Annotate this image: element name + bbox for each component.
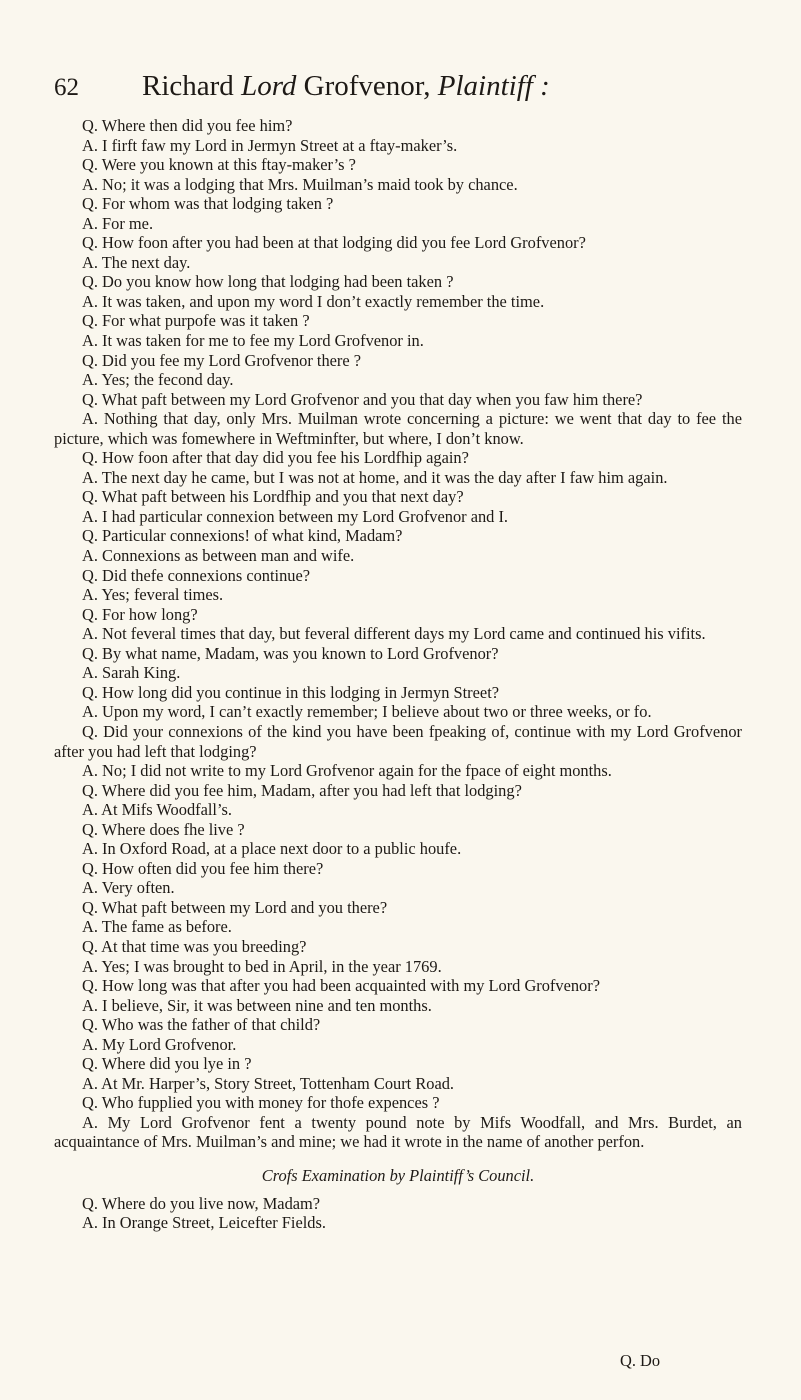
line-text: What paft between his Lordfhip and you that next day?: [101, 487, 464, 507]
question-line: [54, 116, 742, 136]
answer-line: [54, 1213, 742, 1233]
question-line: [54, 272, 742, 292]
line-text: At Mr. Harper’s, Story Street, Tottenham Court Road.: [101, 1073, 455, 1093]
line-text: Where does fhe live ?: [101, 819, 245, 839]
line-text: Did your connexions of the kind you have been fpeaking of, continue with my Lord Grofvenor after you had left that lodging?: [54, 721, 742, 761]
speaker-mark: A.: [82, 761, 98, 781]
line-text: My Lord Grofvenor.: [102, 1034, 237, 1054]
title-part: Grofvenor,: [296, 70, 438, 102]
line-text: By what name, Madam, was you known to Lord Grofvenor?: [102, 643, 499, 663]
question-line: [54, 644, 742, 664]
testimony-lines: [54, 116, 742, 1152]
answer-line: [54, 292, 742, 312]
line-text: At Mifs Woodfall’s.: [101, 800, 233, 820]
line-text: How foon after that day did you fee his Lordfhip again?: [102, 448, 469, 468]
speaker-mark: Q.: [82, 1015, 98, 1035]
speaker-mark: A.: [82, 878, 98, 898]
line-text: For me.: [102, 213, 154, 233]
cross-examination-lines: [54, 1194, 742, 1233]
line-text: For what purpofe was it taken ?: [102, 311, 310, 331]
question-line: [54, 487, 742, 507]
line-text: At that time was you breeding?: [101, 936, 307, 956]
speaker-mark: A.: [82, 1034, 98, 1054]
speaker-mark: Q.: [82, 311, 98, 331]
answer-line: [54, 1035, 742, 1055]
speaker-mark: Q.: [82, 350, 98, 370]
line-text: No; I did not write to my Lord Grofvenor again for the fpace of eight months.: [102, 761, 612, 781]
line-text: Where do you live now, Madam?: [101, 1193, 321, 1213]
speaker-mark: A.: [82, 291, 98, 311]
speaker-mark: A.: [82, 1112, 98, 1132]
line-text: No; it was a lodging that Mrs. Muilman’s maid took by chance.: [102, 174, 518, 194]
line-text: What paft between my Lord Grofvenor and you that day when you faw him there?: [101, 389, 643, 409]
question-line: [54, 898, 742, 918]
line-text: Where did you lye in ?: [101, 1054, 252, 1074]
line-text: What paft between my Lord and you there?: [101, 897, 388, 917]
speaker-mark: Q.: [82, 272, 98, 292]
line-text: For how long?: [102, 604, 198, 624]
answer-line: [54, 1074, 742, 1094]
speaker-mark: A.: [82, 546, 98, 566]
catchword: Q. Do: [620, 1351, 661, 1370]
line-text: Where did you fee him, Madam, after you had left that lodging?: [101, 780, 522, 800]
speaker-mark: A.: [82, 252, 98, 272]
answer-line: [54, 409, 742, 448]
answer-line: [54, 370, 742, 390]
speaker-mark: A.: [82, 467, 98, 487]
line-text: The next day.: [101, 252, 191, 272]
answer-line: [54, 136, 742, 156]
line-text: It was taken, and upon my word I don’t exactly remember the time.: [102, 291, 545, 311]
answer-line: [54, 175, 742, 195]
speaker-mark: Q.: [82, 780, 98, 800]
question-line: [54, 722, 742, 761]
question-line: [54, 820, 742, 840]
speaker-mark: Q.: [82, 155, 98, 175]
answer-line: [54, 1113, 742, 1152]
page-header: [54, 70, 754, 110]
line-text: Who was the father of that child?: [101, 1015, 321, 1035]
answer-line: [54, 800, 742, 820]
line-text: Yes; feveral times.: [101, 585, 224, 605]
title-italic-lord: Lord: [241, 70, 297, 102]
line-text: Do you know how long that lodging had been taken ?: [102, 272, 454, 292]
line-text: In Oxford Road, at a place next door to a public houfe.: [102, 839, 462, 859]
question-line: [54, 390, 742, 410]
line-text: I believe, Sir, it was between nine and ten months.: [102, 995, 432, 1015]
speaker-mark: A.: [82, 1073, 98, 1093]
speaker-mark: A.: [82, 956, 98, 976]
question-line: [54, 448, 742, 468]
line-text: Where then did you fee him?: [101, 116, 293, 135]
answer-line: [54, 957, 742, 977]
line-text: Very often.: [101, 878, 175, 898]
speaker-mark: Q.: [82, 116, 98, 135]
speaker-mark: Q.: [82, 682, 98, 702]
question-line: [54, 1015, 742, 1035]
answer-line: [54, 839, 742, 859]
speaker-mark: A.: [82, 370, 98, 390]
speaker-mark: Q.: [82, 565, 98, 585]
line-text: Upon my word, I can’t exactly remember; I believe about two or three weeks, or fo.: [102, 702, 652, 722]
speaker-mark: A.: [82, 663, 98, 683]
question-line: [54, 155, 742, 175]
line-text: My Lord Grofvenor fent a twenty pound note by Mifs Woodfall, and Mrs. Burdet, an acquaintance of Mrs. Muilman’s and mine; we had it wrote in the name of another perfon.: [54, 1112, 742, 1152]
speaker-mark: A.: [82, 839, 98, 859]
line-text: I had particular connexion between my Lord Grofvenor and I.: [102, 506, 509, 526]
section-heading: Crofs Examination by Plaintiff’s Council.: [261, 1165, 535, 1185]
speaker-mark: A.: [82, 331, 98, 351]
line-text: Sarah King.: [102, 663, 181, 683]
answer-line: [54, 507, 742, 527]
answer-line: [54, 996, 742, 1016]
speaker-mark: Q.: [82, 604, 98, 624]
line-text: How often did you fee him there?: [102, 858, 324, 878]
speaker-mark: Q.: [82, 819, 98, 839]
line-text: Connexions as between man and wife.: [102, 546, 355, 566]
speaker-mark: Q.: [82, 976, 98, 996]
speaker-mark: A.: [82, 800, 98, 820]
speaker-mark: Q.: [82, 487, 98, 507]
testimony-body: [54, 116, 742, 1233]
speaker-mark: Q.: [82, 936, 98, 956]
running-title: [142, 70, 550, 103]
speaker-mark: Q.: [82, 448, 98, 468]
question-line: [54, 233, 742, 253]
line-text: For whom was that lodging taken ?: [102, 194, 334, 214]
answer-line: [54, 253, 742, 273]
speaker-mark: A.: [82, 174, 98, 194]
speaker-mark: A.: [82, 1213, 98, 1233]
speaker-mark: Q.: [82, 389, 98, 409]
speaker-mark: A.: [82, 135, 98, 155]
line-text: The next day he came, but I was not at home, and it was the day after I faw him again.: [101, 467, 668, 487]
question-line: [54, 194, 742, 214]
speaker-mark: Q.: [82, 526, 98, 546]
answer-line: [54, 546, 742, 566]
page-number: 62: [54, 74, 79, 101]
answer-line: [54, 624, 742, 644]
answer-line: [54, 331, 742, 351]
line-text: Not feveral times that day, but feveral different days my Lord came and continued his vifits.: [102, 624, 706, 644]
speaker-mark: A.: [82, 917, 98, 937]
speaker-mark: A.: [82, 585, 98, 605]
answer-line: [54, 663, 742, 683]
question-line: [54, 526, 742, 546]
speaker-mark: Q.: [82, 858, 98, 878]
speaker-mark: A.: [82, 409, 98, 429]
answer-line: [54, 917, 742, 937]
question-line: [54, 351, 742, 371]
speaker-mark: Q.: [82, 233, 98, 253]
question-line: [54, 1194, 742, 1214]
title-italic-plaintiff: Plaintiff :: [437, 70, 550, 102]
line-text: It was taken for me to fee my Lord Grofvenor in.: [102, 331, 424, 351]
question-line: [54, 1054, 742, 1074]
title-part: Richard: [142, 70, 242, 102]
line-text: Did you fee my Lord Grofvenor there ?: [102, 350, 362, 370]
question-line: [54, 781, 742, 801]
speaker-mark: Q.: [82, 1193, 98, 1213]
question-line: [54, 859, 742, 879]
answer-line: [54, 878, 742, 898]
question-line: [54, 976, 742, 996]
line-text: Yes; I was brought to bed in April, in the year 1769.: [101, 956, 442, 976]
line-text: Did thefe connexions continue?: [102, 565, 311, 585]
line-text: I firft faw my Lord in Jermyn Street at a ftay-maker’s.: [102, 135, 458, 155]
line-text: In Orange Street, Leicefter Fields.: [102, 1213, 326, 1233]
speaker-mark: A.: [82, 506, 98, 526]
line-text: Were you known at this ftay-maker’s ?: [101, 155, 356, 175]
speaker-mark: A.: [82, 995, 98, 1015]
speaker-mark: A.: [82, 213, 98, 233]
line-text: Particular connexions! of what kind, Madam?: [102, 526, 403, 546]
question-line: [54, 1093, 742, 1113]
line-text: Nothing that day, only Mrs. Muilman wrote concerning a picture: we went that day to fee the picture, which was fomewhere in Weftminfter, but where, I don’t know.: [54, 409, 742, 448]
answer-line: [54, 468, 742, 488]
question-line: [54, 937, 742, 957]
line-text: How long was that after you had been acquainted with my Lord Grofvenor?: [102, 976, 600, 996]
line-text: Yes; the fecond day.: [101, 370, 234, 390]
answer-line: [54, 761, 742, 781]
speaker-mark: Q.: [82, 721, 98, 741]
line-text: How long did you continue in this lodging in Jermyn Street?: [102, 682, 500, 702]
speaker-mark: A.: [82, 624, 98, 644]
line-text: Who fupplied you with money for thofe expences ?: [101, 1093, 440, 1113]
speaker-mark: Q.: [82, 643, 98, 663]
line-text: The fame as before.: [101, 917, 232, 937]
question-line: [54, 311, 742, 331]
answer-line: [54, 702, 742, 722]
speaker-mark: Q.: [82, 1054, 98, 1074]
speaker-mark: Q.: [82, 194, 98, 214]
answer-line: [54, 585, 742, 605]
answer-line: [54, 214, 742, 234]
speaker-mark: Q.: [82, 897, 98, 917]
question-line: [54, 605, 742, 625]
speaker-mark: Q.: [82, 1093, 98, 1113]
speaker-mark: A.: [82, 702, 98, 722]
question-line: [54, 683, 742, 703]
question-line: [54, 566, 742, 586]
line-text: How foon after you had been at that lodging did you fee Lord Grofvenor?: [102, 233, 586, 253]
